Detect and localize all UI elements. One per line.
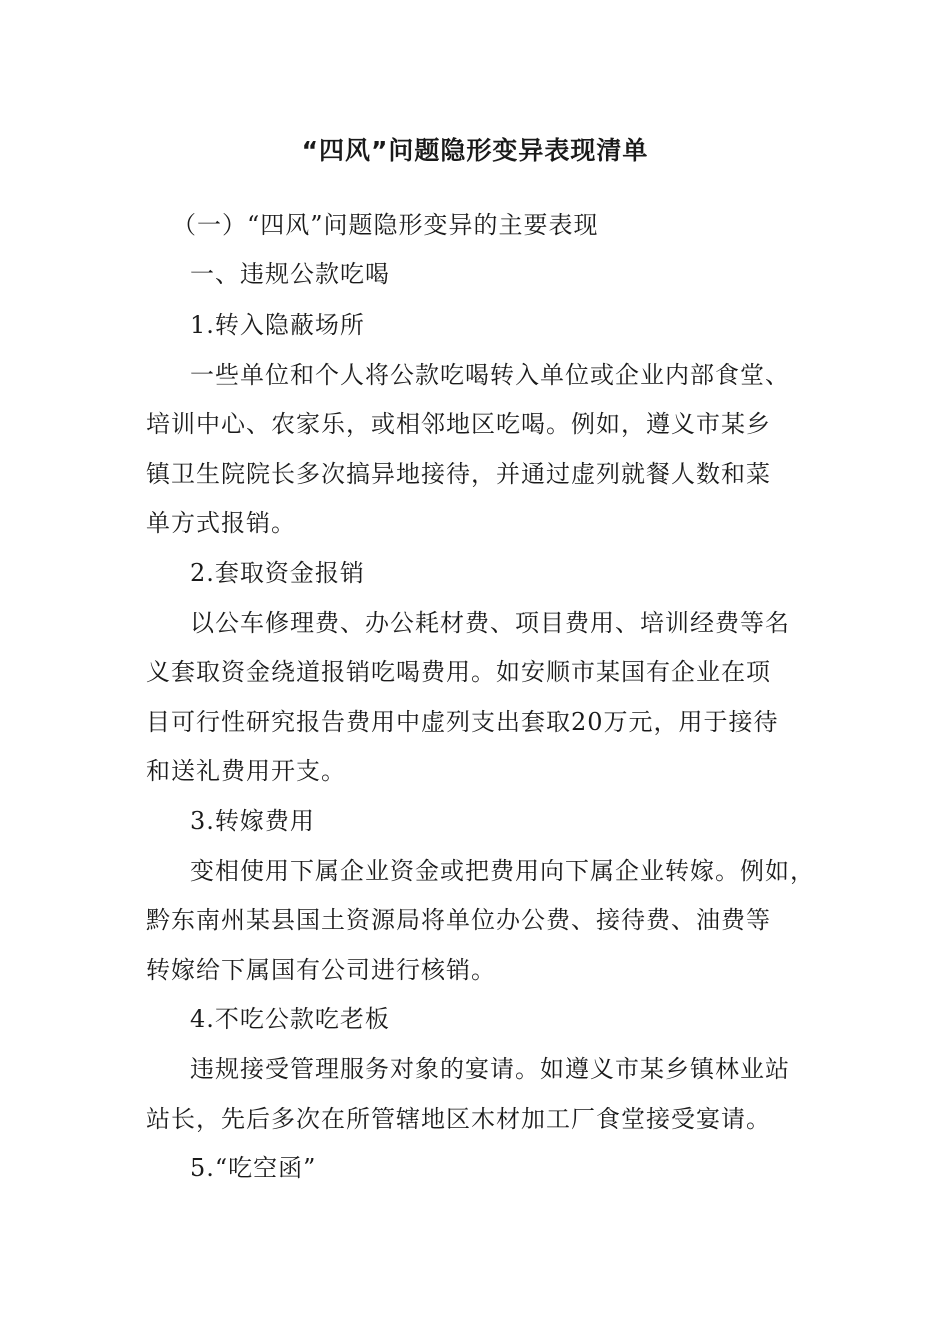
paragraph-3-line-2: 黔东南州某县国土资源局将单位办公费、接待费、油费等 <box>146 906 771 934</box>
category-heading: 一、违规公款吃喝 <box>190 260 390 288</box>
paragraph-2-line-2: 义套取资金绕道报销吃喝费用。如安顺市某国有企业在项 <box>146 658 771 686</box>
item-heading-3: 3.转嫁费用 <box>190 807 315 835</box>
paragraph-1-line-1: 一些单位和个人将公款吃喝转入单位或企业内部食堂、 <box>190 361 790 389</box>
item-heading-5: 5.“吃空函” <box>190 1154 317 1182</box>
item-heading-1: 1.转入隐蔽场所 <box>190 311 365 339</box>
document-title: “四风”问题隐形变异表现清单 <box>301 136 649 165</box>
paragraph-2-line-4: 和送礼费用开支。 <box>146 757 346 785</box>
item-heading-4: 4.不吃公款吃老板 <box>190 1005 390 1033</box>
paragraph-2-line-1: 以公车修理费、办公耗材费、项目费用、培训经费等名 <box>190 609 790 637</box>
paragraph-4-line-1: 违规接受管理服务对象的宴请。如遵义市某乡镇林业站 <box>190 1055 790 1083</box>
item-heading-2: 2.套取资金报销 <box>190 559 365 587</box>
paragraph-1-line-3: 镇卫生院院长多次搞异地接待，并通过虚列就餐人数和菜 <box>146 460 771 488</box>
paragraph-3-line-1: 变相使用下属企业资金或把费用向下属企业转嫁。例如， <box>190 857 815 885</box>
paragraph-2-line-3: 目可行性研究报告费用中虚列支出套取20万元，用于接待 <box>146 708 779 736</box>
paragraph-1-line-4: 单方式报销。 <box>146 509 296 537</box>
paragraph-1-line-2: 培训中心、农家乐，或相邻地区吃喝。例如，遵义市某乡 <box>146 410 771 438</box>
paragraph-3-line-3: 转嫁给下属国有公司进行核销。 <box>146 956 496 984</box>
paragraph-4-line-2: 站长，先后多次在所管辖地区木材加工厂食堂接受宴请。 <box>146 1105 771 1133</box>
section-heading: （一）“四风”问题隐形变异的主要表现 <box>172 211 599 239</box>
